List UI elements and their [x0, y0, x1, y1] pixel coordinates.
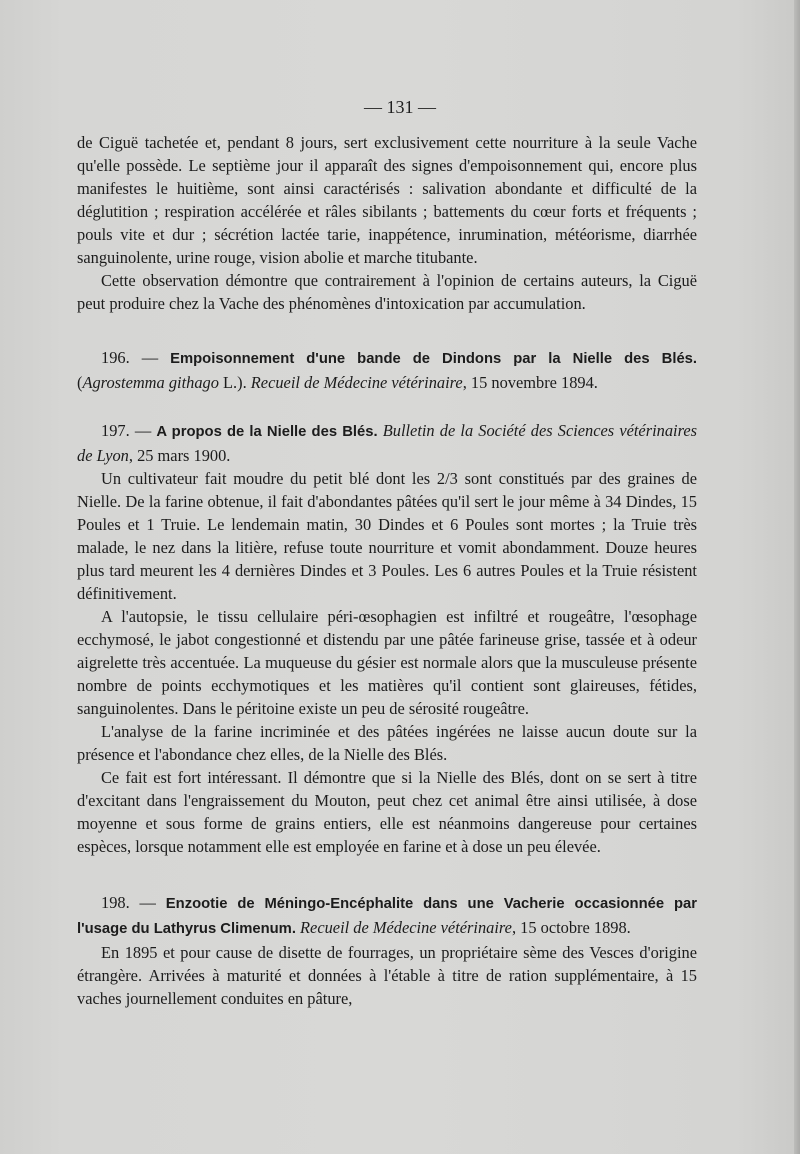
paragraph: En 1895 et pour cause de disette de fourrages, un propriétaire sème des Vesces d'origine étrangère. Arrivées à maturité et données à l'étable à titre de ration supplémentaire, à 15 vaches journellement conduites en pâture, — [77, 943, 697, 1008]
section-number: 198. — — [101, 893, 156, 912]
page-number: — 131 — — [364, 97, 436, 117]
section-title: Empoisonnement d'une bande de Dindons par la Nielle des Blés. — [170, 351, 698, 367]
section-number: 196. — — [101, 348, 159, 367]
page-body — [77, 131, 697, 1010]
section-title: A propos de la Nielle des Blés. — [156, 424, 378, 440]
paragraph: de Ciguë tachetée et, pendant 8 jours, sert exclusivement cette nourriture à la seule Vache qu'elle possède. Le septième jour il apparaît des signes d'empoisonnement qui, encore plus manifestes le huitième, sont ainsi caractérisés : salivation abondante et difficulté de la déglutition ; respiration accélérée et râles sibilants ; battements du cœur forts et fréquents ; pouls vite et dur ; sécrétion lactée tarie, inappétence, inrumination, météorisme, diarrhée sanguinolente, urine rouge, vision abolie et marche titubante. — [77, 133, 697, 267]
journal-name: Recueil de Médecine vétérinaire — [250, 373, 463, 392]
paragraph: Un cultivateur fait moudre du petit blé dont les 2/3 sont constitués par des graines de Nielle. De la farine obtenue, il fait d'abondantes pâtées qu'il sert le jour même à 34 Dindes, 15 Poules et 1 Truie. Le lendemain matin, 30 Dindes et 6 Poules sont mortes ; la Truie très malade, le nez dans la litière, refuse toute nourriture et vomit abondamment. Douze heures plus tard meurent les 4 dernières Dindes et 3 Poules. Les 6 autres Poules et la Truie résistent définitivement. — [77, 469, 697, 603]
page-edge — [794, 0, 800, 1154]
journal-name: Recueil de Médecine vétérinaire — [300, 918, 512, 937]
latin-name: Agrostemma githago — [82, 373, 219, 392]
publication-date: , 25 mars 1900. — [128, 446, 231, 465]
section-number: 197. — — [101, 421, 152, 440]
section-title: Enzootie de Méningo-Encéphalite dans une Vacherie occasionnée par l'usage du Lathyrus Climenum. — [77, 896, 697, 937]
publication-date: , 15 novembre 1894. — [462, 373, 598, 392]
paragraph: A l'autopsie, le tissu cellulaire péri-œsophagien est infiltré et rougeâtre, l'œsophage ecchymosé, le jabot congestionné et distendu par une pâtée farineuse grise, tassée et à odeur aigrelette très accentuée. La muqueuse du gésier est normale alors que la musculeuse présente nombre de points ecchymotiques et les matières qu'il contient sont glaireuses, fétides, sanguinolentes. Dans le péritoine existe un peu de sérosité rougeâtre. — [77, 607, 697, 718]
publication-date: , 15 octobre 1898. — [511, 918, 631, 937]
paren-open: ( — [77, 373, 83, 392]
section-197-heading — [77, 419, 697, 467]
section-198-heading — [77, 891, 697, 941]
paragraph: Cette observation démontre que contrairement à l'opinion de certains auteurs, la Ciguë peut produire chez la Vache des phénomènes d'intoxication par accumulation. — [77, 271, 697, 313]
section-196-heading — [77, 346, 697, 394]
journal-name: Bulletin de la Société des Sciences vétérinaires de Lyon — [77, 421, 697, 465]
latin-author: L.). — [223, 373, 247, 392]
paragraph: L'analyse de la farine incriminée et des pâtées ingérées ne laisse aucun doute sur la présence et l'abondance chez elles, de la Nielle des Blés. — [77, 722, 697, 764]
paragraph: Ce fait est fort intéressant. Il démontre que si la Nielle des Blés, dont on se sert à titre d'excitant dans l'engraissement du Mouton, peut chez cet animal être ainsi utilisée, à dose moyenne et sous forme de grains entiers, elle est néanmoins dangereuse pour certaines espèces, lorsque notamment elle est employée en farine et à dose un peu élevée. — [77, 768, 697, 856]
